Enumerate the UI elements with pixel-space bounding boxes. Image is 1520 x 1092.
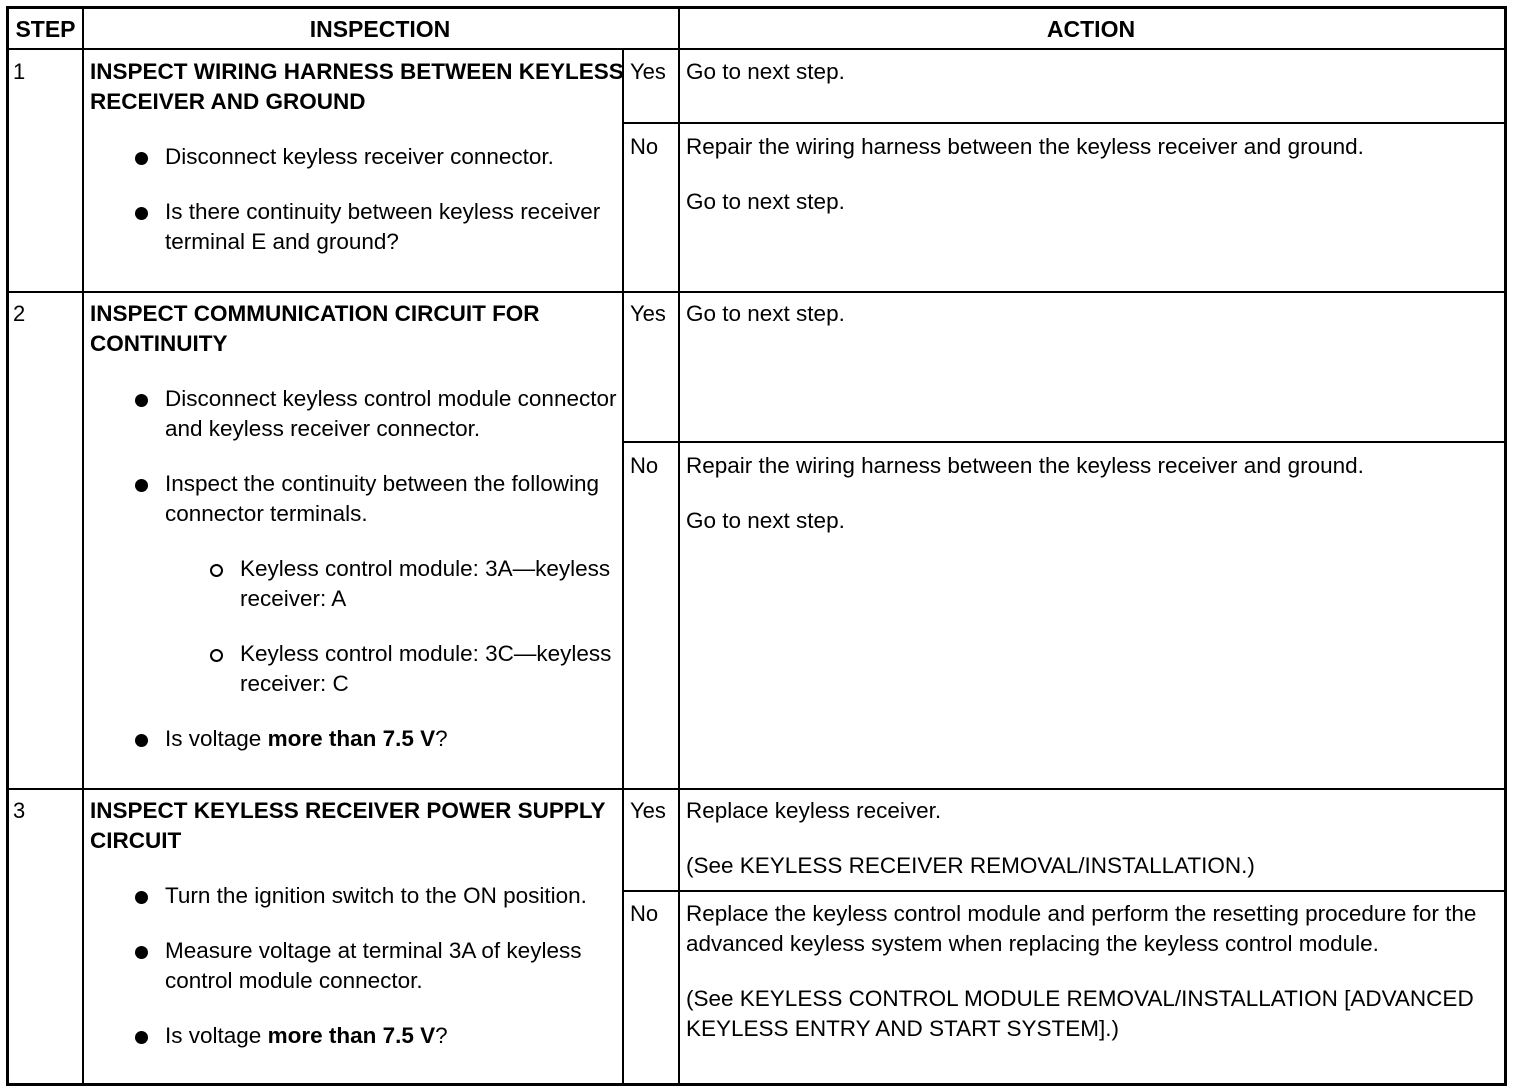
header-inspection: INSPECTION <box>309 16 451 42</box>
no-action <box>686 451 1496 561</box>
no-label: No <box>630 901 659 926</box>
step-number: 3 <box>13 798 26 823</box>
divider-step2-yes <box>622 441 1504 443</box>
action-line: Repair the wiring harness between the keyless receiver and ground. <box>686 134 1364 159</box>
yes-action <box>686 57 1496 112</box>
bullet-item: Is voltage more than 7.5 V? <box>90 1021 625 1051</box>
action-line: Go to next step. <box>686 301 845 326</box>
inspection-cell <box>90 57 625 257</box>
action-line: Repair the wiring harness between the keyless receiver and ground. <box>686 453 1364 478</box>
bullet-item: Is there continuity between keyless receiver terminal E and ground? <box>90 197 625 257</box>
divider-step2 <box>9 788 1504 790</box>
emphasis: more than 7.5 V <box>267 1023 436 1048</box>
step-number: 1 <box>13 59 26 84</box>
bullet-item: Inspect the continuity between the following connector terminals. <box>90 469 625 529</box>
no-label: No <box>630 453 659 478</box>
action-line: Replace the keyless control module and perform the resetting procedure for the advanced keyless system when replacing the keyless control module. <box>686 901 1477 956</box>
divider-header <box>9 48 1504 50</box>
header-action: ACTION <box>1046 16 1136 42</box>
action-line: Go to next step. <box>686 508 845 533</box>
inspection-title: INSPECT KEYLESS RECEIVER POWER SUPPLY CIRCUIT <box>90 798 606 853</box>
divider-action-col <box>678 9 680 1083</box>
action-line: Go to next step. <box>686 189 845 214</box>
emphasis: more than 7.5 V <box>267 726 436 751</box>
inspection-title: INSPECT WIRING HARNESS BETWEEN KEYLESS RECEIVER AND GROUND <box>90 59 624 114</box>
no-action <box>686 132 1496 242</box>
bullet-item: Turn the ignition switch to the ON position. <box>90 881 625 911</box>
divider-step1 <box>9 291 1504 293</box>
action-line: Replace keyless receiver. <box>686 798 942 823</box>
yes-label: Yes <box>630 59 666 84</box>
yes-label: Yes <box>630 301 666 326</box>
action-line: Go to next step. <box>686 59 845 84</box>
action-line: (See KEYLESS RECEIVER REMOVAL/INSTALLATION.) <box>686 853 1255 878</box>
header-step: STEP <box>15 16 76 42</box>
step-number: 2 <box>13 301 26 326</box>
sub-bullet-item: Keyless control module: 3C—keyless receiver: C <box>90 639 625 699</box>
bullet-item: Disconnect keyless receiver connector. <box>90 142 625 172</box>
yes-action <box>686 796 1496 906</box>
inspection-bullets <box>90 881 625 1051</box>
action-line: (See KEYLESS CONTROL MODULE REMOVAL/INSTALLATION [ADVANCED KEYLESS ENTRY AND START SYSTEM].) <box>686 986 1474 1041</box>
bullet-item: Is voltage more than 7.5 V? <box>90 724 625 754</box>
divider-step-col <box>82 9 84 1083</box>
bullet-item: Measure voltage at terminal 3A of keyless control module connector. <box>90 936 625 996</box>
yes-action <box>686 299 1496 354</box>
bullet-item: Disconnect keyless control module connector and keyless receiver connector. <box>90 384 625 444</box>
yes-label: Yes <box>630 798 666 823</box>
inspection-title: INSPECT COMMUNICATION CIRCUIT FOR CONTINUITY <box>90 301 540 356</box>
inspection-bullets <box>90 384 625 754</box>
sub-bullet-item: Keyless control module: 3A—keyless receiver: A <box>90 554 625 614</box>
diagnostic-table <box>6 6 1507 1086</box>
inspection-cell <box>90 299 625 754</box>
no-label: No <box>630 134 659 159</box>
inspection-bullets <box>90 142 625 257</box>
divider-step1-yes <box>622 122 1504 124</box>
no-action <box>686 899 1496 1069</box>
inspection-cell <box>90 796 625 1051</box>
